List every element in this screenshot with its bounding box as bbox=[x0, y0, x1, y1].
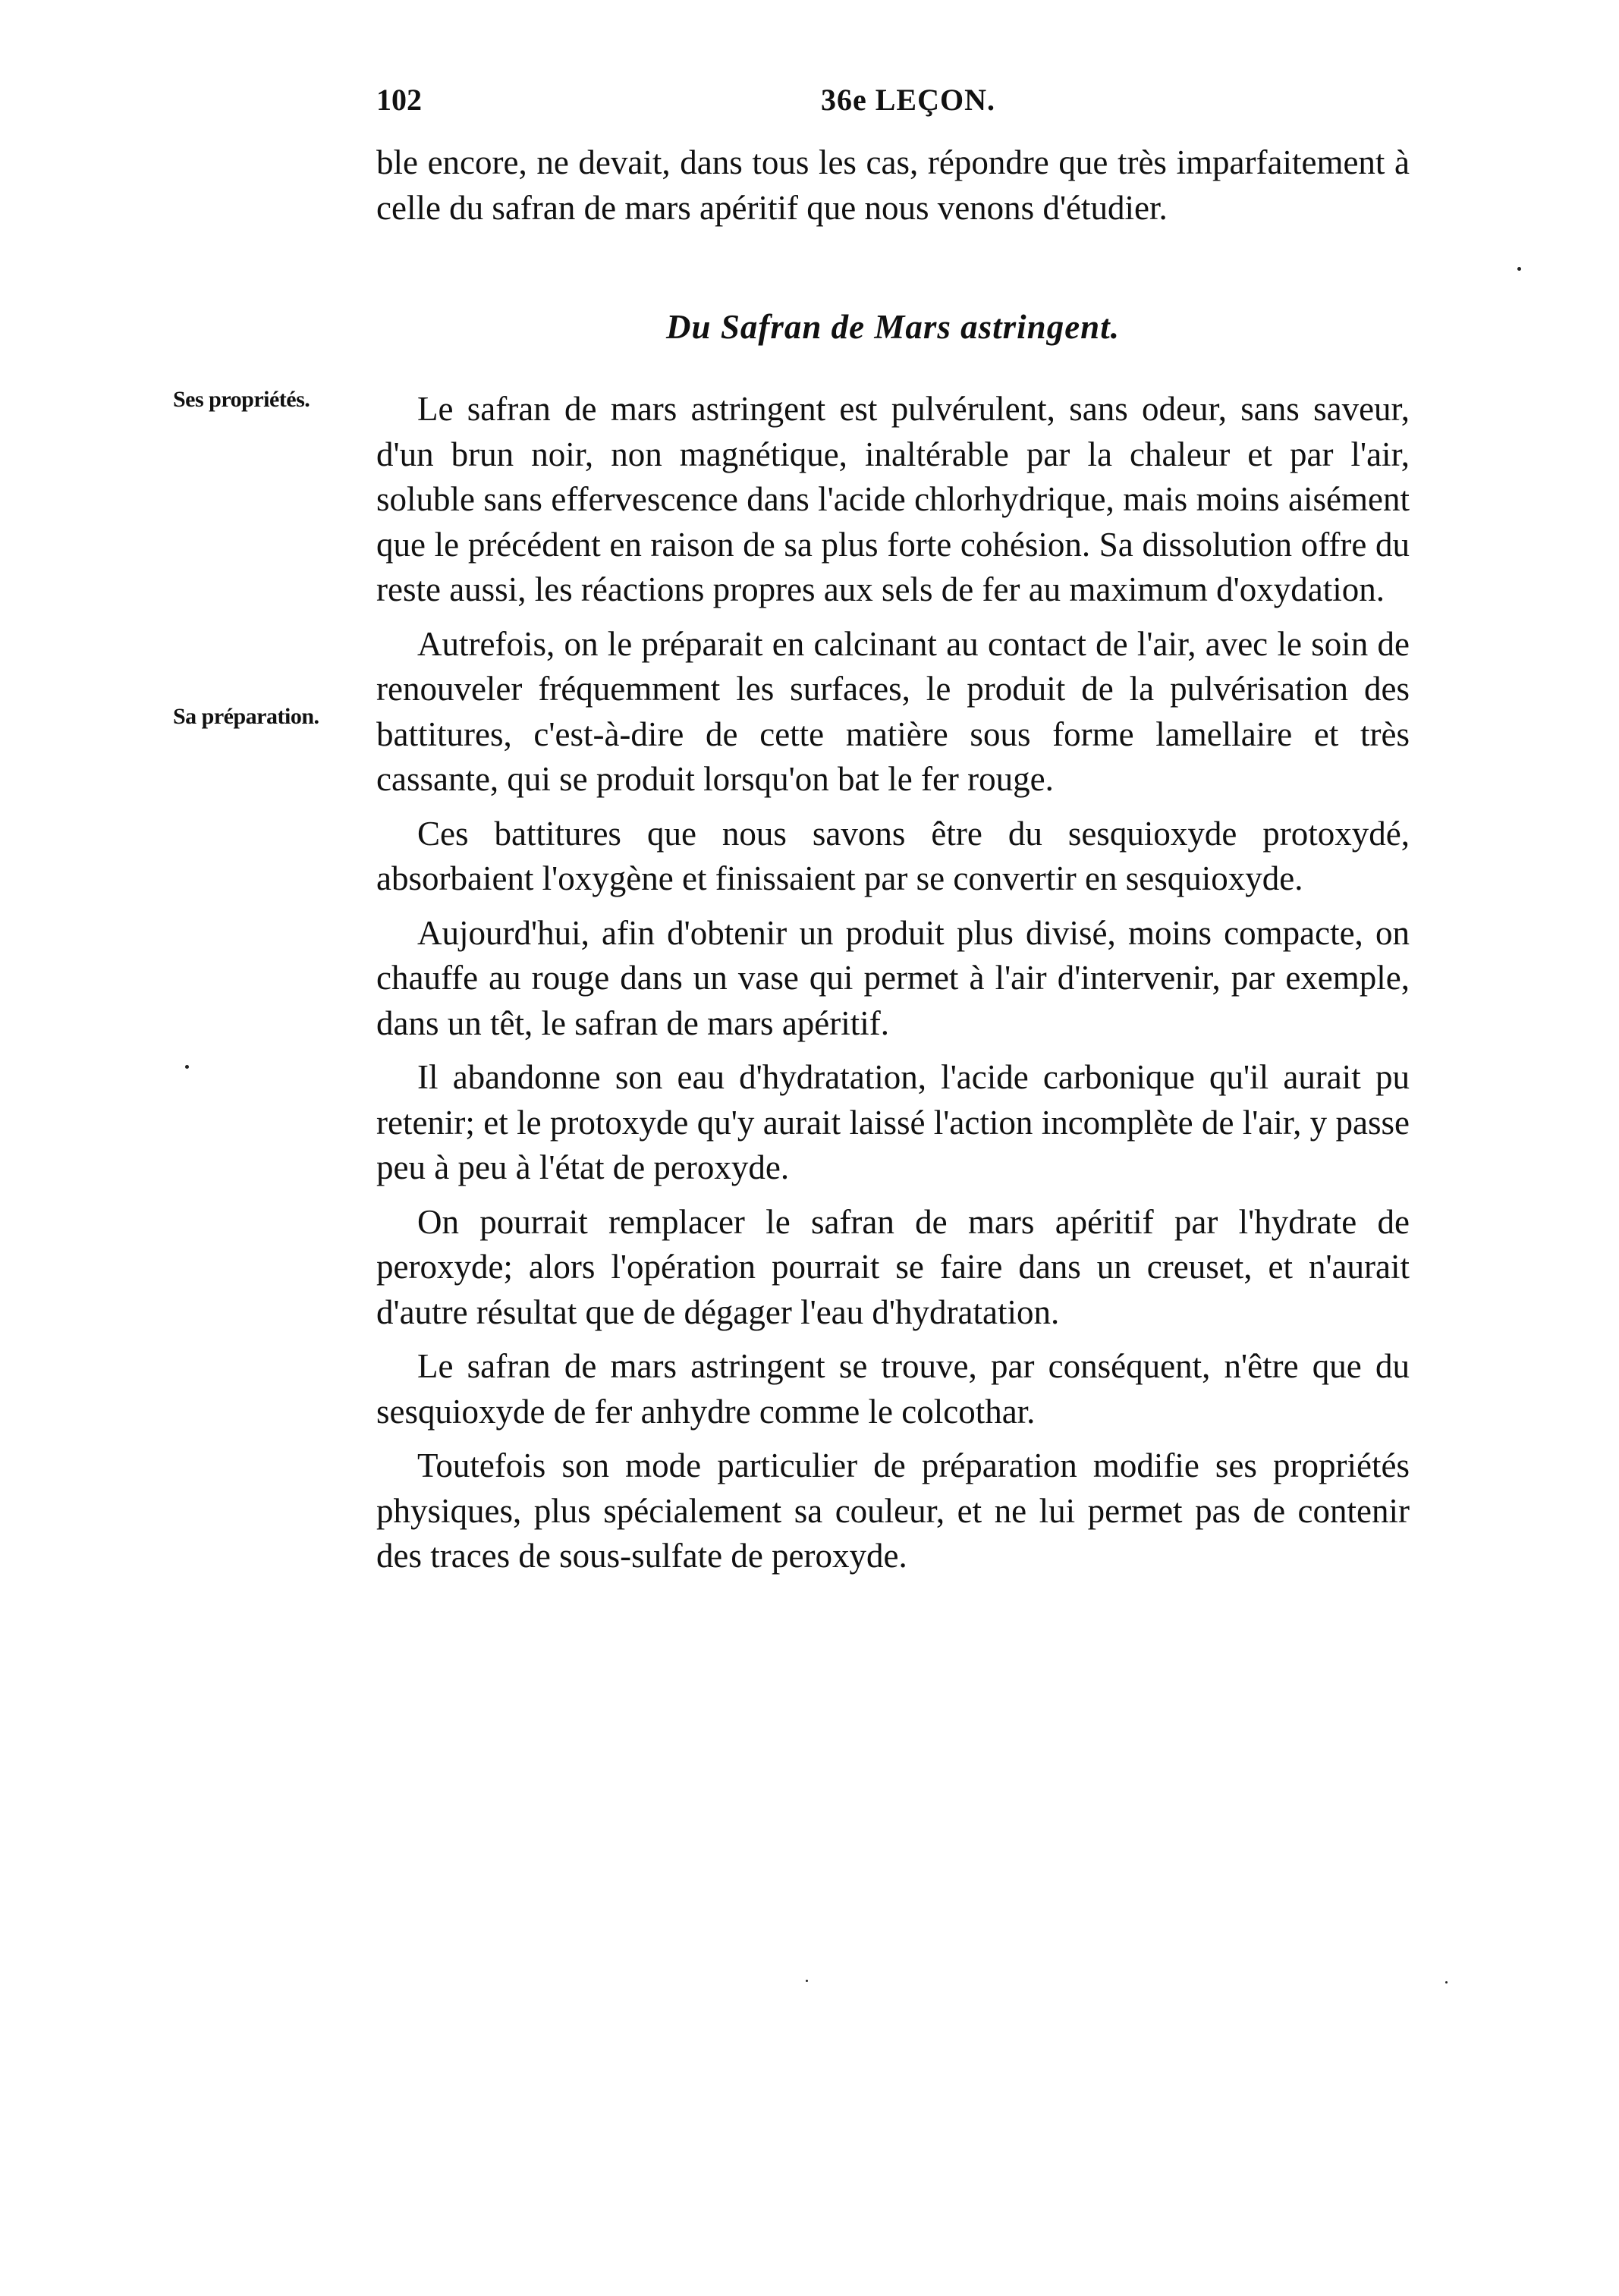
page-header bbox=[376, 82, 1408, 127]
scan-speck bbox=[806, 1980, 808, 1982]
scan-speck bbox=[1445, 1981, 1448, 1983]
section-heading: Du Safran de Mars astringent. bbox=[666, 308, 1120, 346]
scan-speck bbox=[185, 1065, 189, 1069]
margin-note-properties: Ses propriétés. bbox=[173, 387, 310, 412]
paragraph: Le safran de mars astringent se trouve, par conséquent, n'être que du sesquioxyde de fer anhydre comme le colcothar. bbox=[376, 1347, 1410, 1431]
paragraph: Toutefois son mode particulier de préparation modifie ses propriétés physiques, plus spécialement sa couleur, et ne lui permet pas de contenir des traces de sous-sulfate de peroxyde. bbox=[376, 1446, 1410, 1575]
paragraph: Aujourd'hui, afin d'obtenir un produit plus divisé, moins compacte, on chauffe au rouge dans un vase qui permet à l'air d'intervenir, par exemple, dans un têt, le safran de mars apéritif. bbox=[376, 913, 1410, 1042]
paragraph: On pourrait remplacer le safran de mars apéritif par l'hydrate de peroxyde; alors l'opération pourrait se faire dans un creuset, et n'aurait d'autre résultat que de dégager l'eau d'hydratation. bbox=[376, 1202, 1410, 1331]
continued-text-block bbox=[376, 140, 1410, 231]
paragraph: Il abandonne son eau d'hydratation, l'acide carbonique qu'il aurait pu retenir; et le protoxyde qu'y aurait laissé l'action incomplète de l'air, y passe peu à peu à l'état de peroxyde. bbox=[376, 1058, 1410, 1186]
paragraph: Ces battitures que nous savons être du sesquioxyde protoxydé, absorbaient l'oxygène et finissaient par se convertir en sesquioxyde. bbox=[376, 814, 1410, 897]
margin-note-preparation: Sa préparation. bbox=[173, 704, 319, 729]
running-title: 36e LEÇON. bbox=[821, 83, 995, 117]
paragraph: ble encore, ne devait, dans tous les cas, répondre que très imparfaitement à celle du safran de mars apéritif que nous venons d'étudier. bbox=[376, 143, 1410, 227]
main-text-block bbox=[376, 387, 1410, 1579]
paragraph: Autrefois, on le préparait en calcinant au contact de l'air, avec le soin de renouveler fréquemment les surfaces, le produit de la pulvérisation des battitures, c'est-à-dire de cette matière sous forme lamellaire et très cassante, qui se produit lorsqu'on bat le fer rouge. bbox=[376, 624, 1410, 798]
page-number: 102 bbox=[376, 83, 422, 117]
scan-speck bbox=[1517, 267, 1521, 271]
paragraph: Le safran de mars astringent est pulvérulent, sans odeur, sans saveur, d'un brun noir, non magnétique, inaltérable par la chaleur et par l'air, soluble sans effervescence dans l'acide chlorhydrique, mais moins aisément que le précédent en raison de sa plus forte cohésion. Sa dissolution offre du reste aussi, les réactions propres aux sels de fer au maximum d'oxydation. bbox=[376, 390, 1410, 608]
